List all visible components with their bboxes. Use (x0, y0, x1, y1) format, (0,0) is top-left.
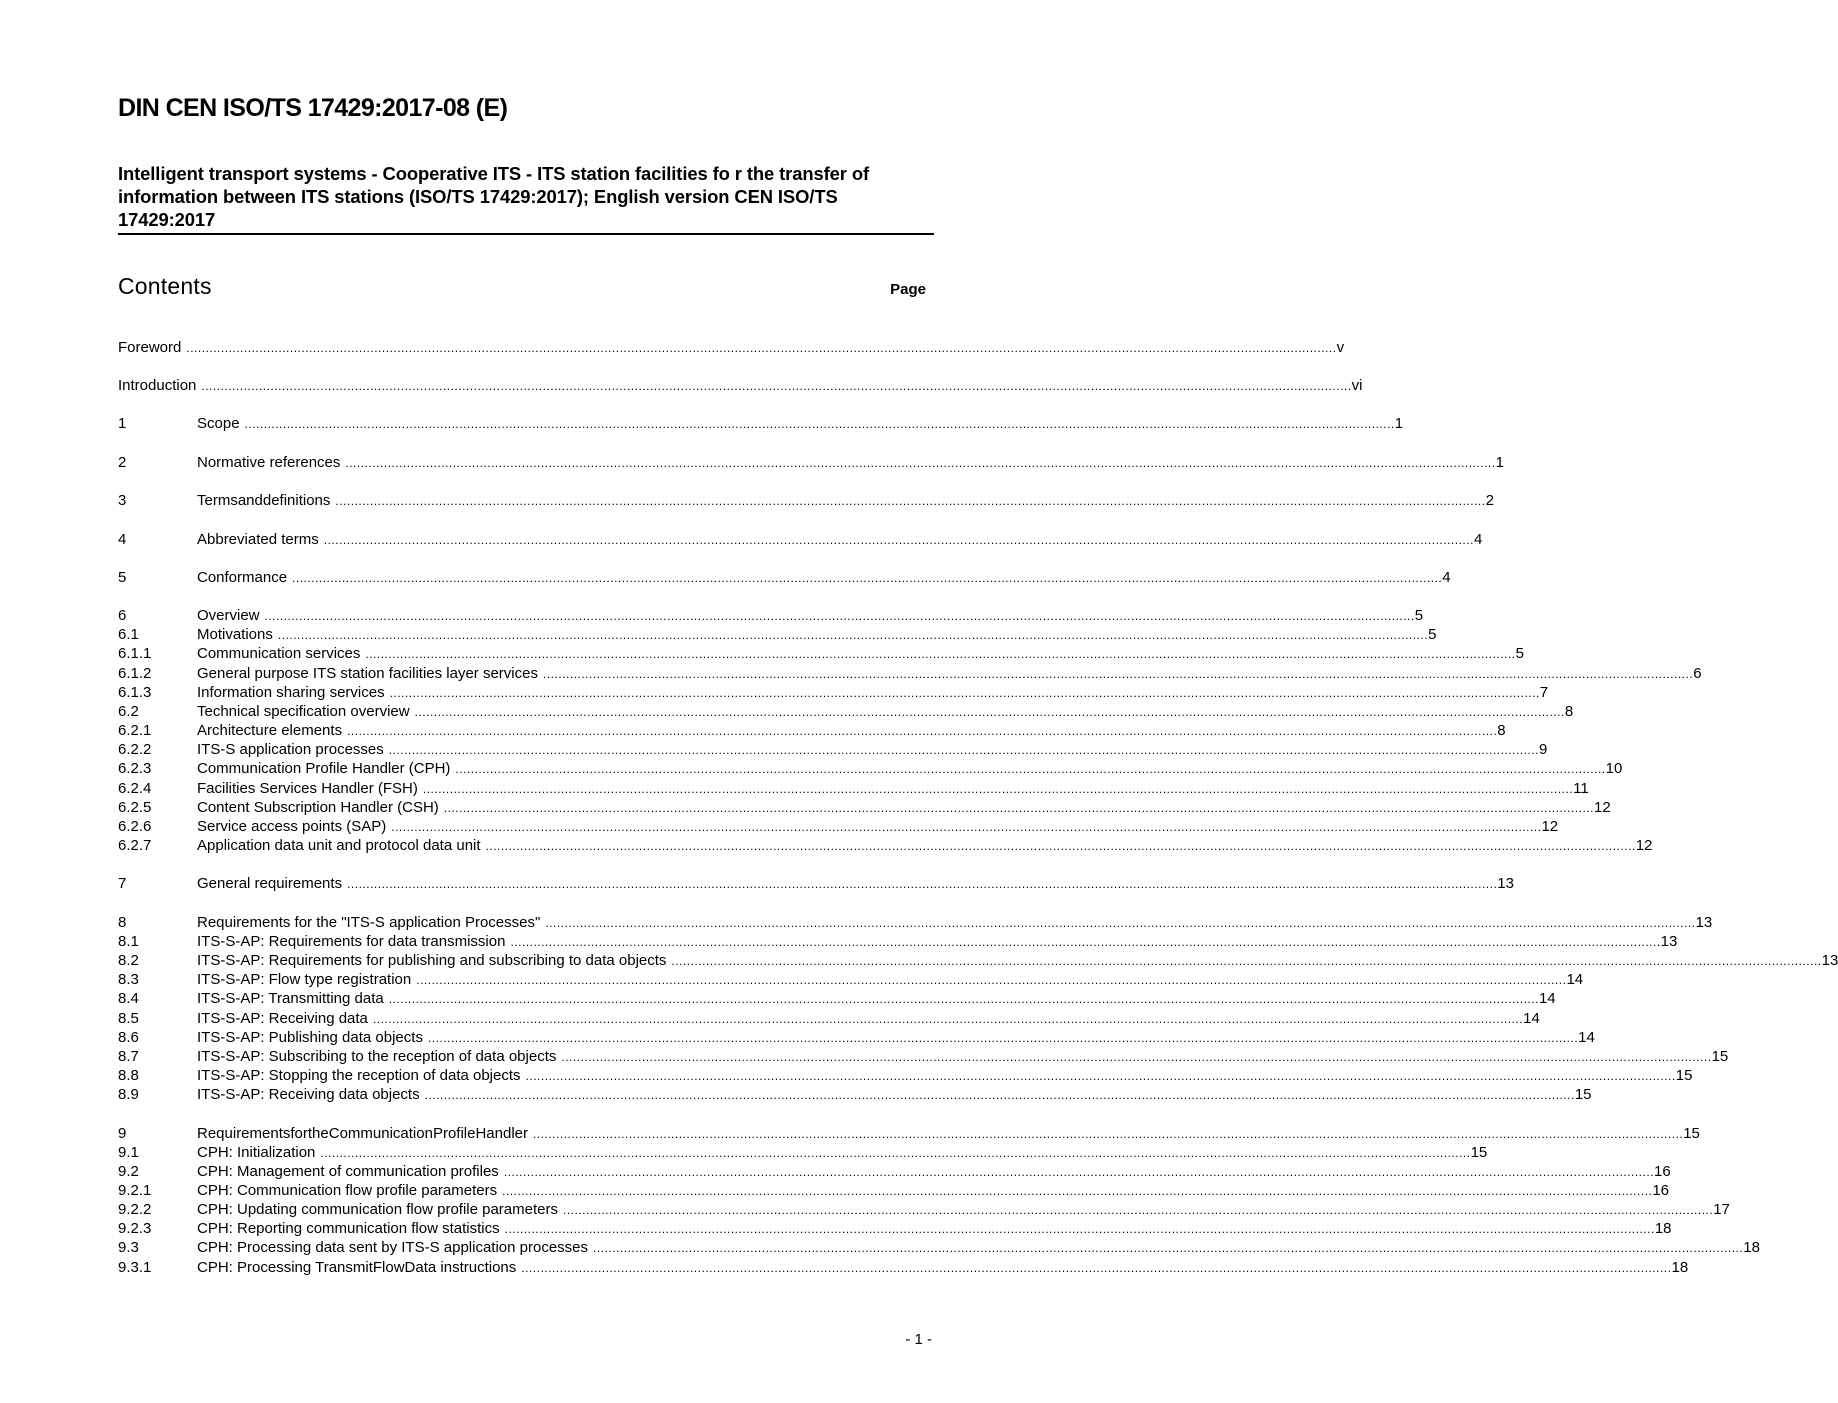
toc-page-number: 13 (1497, 875, 1514, 892)
toc-number: 9.1 (118, 1144, 139, 1161)
toc-entry[interactable] (118, 644, 1524, 664)
dot-leader: ............................................................................................................................................................................................................................................................................................................ (561, 1050, 1712, 1064)
toc-title: Service access points (SAP) (197, 818, 387, 835)
dot-leader: ............................................................................................................................................................................................................................................................................................................ (455, 762, 1606, 776)
toc-page-number: 12 (1541, 818, 1559, 835)
toc-title: General purpose ITS station facilities layer services (197, 665, 538, 682)
title-divider (118, 233, 934, 235)
toc-entry[interactable] (118, 1009, 1540, 1029)
toc-entry[interactable] (118, 913, 1713, 933)
toc-title: Information sharing services (197, 684, 385, 701)
toc-entry[interactable] (118, 721, 1506, 741)
toc-title: ITS-S-AP: Transmitting data (197, 990, 384, 1007)
toc-entry[interactable] (118, 817, 1559, 837)
toc-number: 9 (118, 1125, 127, 1142)
toc-number: 9.3.1 (118, 1259, 152, 1276)
toc-number: 1 (118, 415, 127, 432)
toc-number: 6.1.3 (118, 684, 152, 701)
dot-leader: ............................................................................................................................................................................................................................................................................................................ (521, 1261, 1672, 1275)
toc-entry[interactable] (118, 664, 1702, 684)
toc-number: 2 (118, 454, 127, 471)
toc-title: Requirements for the "ITS-S application Processes" (197, 914, 541, 931)
toc-entry[interactable] (118, 1028, 1595, 1048)
toc-entry[interactable] (118, 1066, 1693, 1086)
dot-leader: ............................................................................................................................................................................................................................................................................................................ (485, 839, 1636, 853)
toc-number: 3 (118, 492, 127, 509)
dot-leader: ............................................................................................................................................................................................................................................................................................................ (391, 820, 1542, 834)
toc-title: Overview (197, 607, 260, 624)
toc-entry[interactable] (118, 1162, 1671, 1182)
toc-page-number: 13 (1695, 914, 1713, 931)
toc-entry[interactable] (118, 491, 1494, 511)
toc-entry[interactable] (118, 1200, 1730, 1220)
toc-page-number: 15 (1711, 1048, 1729, 1065)
toc-entry[interactable] (118, 779, 1589, 799)
toc-title: Facilities Services Handler (FSH) (197, 780, 418, 797)
toc-title: Technical specification overview (197, 703, 410, 720)
toc-number: 8.9 (118, 1086, 139, 1103)
toc-entry[interactable] (118, 683, 1549, 703)
toc-entry[interactable] (118, 414, 1404, 434)
dot-leader: ............................................................................................................................................................................................................................................................................................................ (244, 417, 1395, 431)
dot-leader: ............................................................................................................................................................................................................................................................................................................ (264, 609, 1415, 623)
toc-title: ITS-S-AP: Flow type registration (197, 971, 412, 988)
toc-title: CPH: Initialization (197, 1144, 316, 1161)
toc-title: CPH: Reporting communication flow statistics (197, 1220, 500, 1237)
dot-leader: ............................................................................................................................................................................................................................................................................................................ (533, 1127, 1684, 1141)
toc-entry[interactable] (118, 932, 1678, 952)
toc-number: 6.2.1 (118, 722, 152, 739)
toc-number: 6.2.7 (118, 837, 152, 854)
toc-title: CPH: Communication flow profile parameters (197, 1182, 498, 1199)
toc-entry[interactable] (118, 376, 1363, 396)
toc-number: 6.2.4 (118, 780, 152, 797)
toc-title: ITS-S-AP: Requirements for publishing and subscribing to data objects (197, 952, 667, 969)
toc-entry[interactable] (118, 1143, 1488, 1163)
toc-page-number: v (1336, 339, 1345, 356)
dot-leader: ............................................................................................................................................................................................................................................................................................................ (372, 1012, 1524, 1026)
toc-number: 6.2.5 (118, 799, 152, 816)
toc-number: 6.2.2 (118, 741, 152, 758)
toc-title: Communication Profile Handler (CPH) (197, 760, 451, 777)
dot-leader: ............................................................................................................................................................................................................................................................................................................ (388, 992, 1539, 1006)
dot-leader: ............................................................................................................................................................................................................................................................................................................ (365, 647, 1516, 661)
dot-leader: ............................................................................................................................................................................................................................................................................................................ (542, 667, 1694, 681)
toc-page-number: 14 (1578, 1029, 1595, 1046)
toc-entry[interactable] (118, 1124, 1700, 1144)
dot-leader: ............................................................................................................................................................................................................................................................................................................ (563, 1203, 1714, 1217)
toc-entry[interactable] (118, 530, 1483, 550)
toc-page-number: vi (1351, 377, 1363, 394)
toc-page-number: 13 (1660, 933, 1678, 950)
dot-leader: ............................................................................................................................................................................................................................................................................................................ (502, 1184, 1653, 1198)
toc-page-number: 4 (1473, 531, 1483, 548)
dot-leader: ............................................................................................................................................................................................................................................................................................................ (545, 916, 1696, 930)
toc-number: 5 (118, 569, 127, 586)
toc-entry[interactable] (118, 338, 1345, 358)
toc-title: ITS-S-AP: Requirements for data transmission (197, 933, 506, 950)
dot-leader: ............................................................................................................................................................................................................................................................................................................ (320, 1146, 1471, 1160)
toc-number: 9.2.1 (118, 1182, 152, 1199)
dot-leader: ............................................................................................................................................................................................................................................................................................................ (424, 1088, 1575, 1102)
toc-page-number: 10 (1605, 760, 1623, 777)
toc-number: 6.1.1 (118, 645, 152, 662)
toc-number: 7 (118, 875, 127, 892)
toc-page-number: 1 (1495, 454, 1504, 471)
toc-entry[interactable] (118, 453, 1504, 473)
toc-number: 8.7 (118, 1048, 139, 1065)
dot-leader: ............................................................................................................................................................................................................................................................................................................ (510, 935, 1661, 949)
toc-entry[interactable] (118, 1238, 1760, 1258)
toc-entry[interactable] (118, 1219, 1672, 1239)
dot-leader: ............................................................................................................................................................................................................................................................................................................ (335, 494, 1486, 508)
toc-title: CPH: Processing TransmitFlowData instructions (197, 1259, 517, 1276)
toc-page-number: 18 (1743, 1239, 1760, 1256)
dot-leader: ............................................................................................................................................................................................................................................................................................................ (671, 954, 1822, 968)
toc-entry[interactable] (118, 1258, 1689, 1278)
toc-page-number: 4 (1442, 569, 1451, 586)
toc-number: 6 (118, 607, 127, 624)
toc-title: Application data unit and protocol data unit (197, 837, 481, 854)
toc-page-number: 18 (1671, 1259, 1689, 1276)
toc-page-number: 16 (1654, 1163, 1671, 1180)
toc-number: 8.4 (118, 990, 139, 1007)
toc-title: ITS-S-AP: Publishing data objects (197, 1029, 423, 1046)
toc-number: 9.2.2 (118, 1201, 152, 1218)
toc-title: Foreword (118, 339, 182, 356)
toc-entry[interactable] (118, 798, 1611, 818)
dot-leader: ............................................................................................................................................................................................................................................................................................................ (292, 571, 1443, 585)
toc-number: 8.5 (118, 1010, 139, 1027)
toc-number: 6.2.3 (118, 760, 152, 777)
dot-leader: ............................................................................................................................................................................................................................................................................................................ (389, 686, 1540, 700)
toc-title: CPH: Processing data sent by ITS-S application processes (197, 1239, 589, 1256)
toc-title: CPH: Updating communication flow profile parameters (197, 1201, 558, 1218)
toc-page-number: 14 (1538, 990, 1556, 1007)
toc-title: Abbreviated terms (197, 531, 319, 548)
toc-page-number: 18 (1654, 1220, 1672, 1237)
toc-number: 4 (118, 531, 127, 548)
dot-leader: ............................................................................................................................................................................................................................................................................................................ (525, 1069, 1676, 1083)
dot-leader: ............................................................................................................................................................................................................................................................................................................ (593, 1241, 1744, 1255)
toc-entry[interactable] (118, 989, 1556, 1009)
dot-leader: ............................................................................................................................................................................................................................................................................................................ (277, 628, 1429, 642)
dot-leader: ............................................................................................................................................................................................................................................................................................................ (186, 341, 1337, 355)
toc-page-number: 9 (1538, 741, 1548, 758)
dot-leader: ............................................................................................................................................................................................................................................................................................................ (388, 743, 1539, 757)
document-title: DIN CEN ISO/TS 17429:2017-08 (E) (118, 94, 508, 122)
toc-title: RequirementsfortheCommunicationProfileHandler (197, 1125, 528, 1142)
toc-number: 9.2.3 (118, 1220, 152, 1237)
dot-leader: ............................................................................................................................................................................................................................................................................................................ (414, 705, 1565, 719)
toc-number: 8.1 (118, 933, 139, 950)
toc-page-number: 2 (1485, 492, 1494, 509)
toc-title: General requirements (197, 875, 343, 892)
toc-page-number: 12 (1635, 837, 1653, 854)
toc-entry[interactable] (118, 625, 1437, 645)
toc-number: 6.2.6 (118, 818, 152, 835)
toc-page-number: 15 (1683, 1125, 1700, 1142)
dot-leader: ............................................................................................................................................................................................................................................................................................................ (345, 456, 1496, 470)
dot-leader: ............................................................................................................................................................................................................................................................................................................ (427, 1031, 1579, 1045)
toc-page-number: 14 (1523, 1010, 1540, 1027)
toc-title: ITS-S-AP: Subscribing to the reception of data objects (197, 1048, 557, 1065)
toc-entry[interactable] (118, 1181, 1670, 1201)
toc-entry[interactable] (118, 759, 1623, 779)
toc-entry[interactable] (118, 606, 1424, 626)
dot-leader: ............................................................................................................................................................................................................................................................................................................ (503, 1165, 1655, 1179)
toc-title: Communication services (197, 645, 361, 662)
toc-page-number: 5 (1515, 645, 1524, 662)
toc-entry[interactable] (118, 740, 1548, 760)
toc-entry[interactable] (118, 970, 1584, 990)
toc-title: Scope (197, 415, 240, 432)
toc-page-number: 1 (1394, 415, 1404, 432)
toc-entry[interactable] (118, 874, 1514, 894)
toc-page-number: 15 (1470, 1144, 1488, 1161)
toc-page-number: 15 (1574, 1086, 1592, 1103)
contents-heading: Contents (118, 273, 212, 299)
toc-number: 8.6 (118, 1029, 139, 1046)
toc-number: 8.8 (118, 1067, 139, 1084)
toc-title: ITS-S-AP: Receiving data (197, 1010, 368, 1027)
toc-page-number: 12 (1593, 799, 1611, 816)
toc-page-number: 15 (1675, 1067, 1693, 1084)
toc-title: Conformance (197, 569, 288, 586)
dot-leader: ............................................................................................................................................................................................................................................................................................................ (201, 379, 1352, 393)
toc-title: ITS-S-AP: Stopping the reception of data objects (197, 1067, 521, 1084)
toc-title: Termsanddefinitions (197, 492, 331, 509)
toc-entry[interactable] (118, 1047, 1729, 1067)
page-number-footer: - 1 - (905, 1331, 932, 1348)
toc-title: Introduction (118, 377, 197, 394)
toc-title: CPH: Management of communication profiles (197, 1163, 499, 1180)
toc-title: ITS-S-AP: Receiving data objects (197, 1086, 420, 1103)
toc-entry[interactable] (118, 568, 1451, 588)
toc-page-number: 5 (1428, 626, 1437, 643)
dot-leader: ............................................................................................................................................................................................................................................................................................................ (443, 801, 1594, 815)
toc-number: 6.1.2 (118, 665, 152, 682)
toc-entry[interactable] (118, 702, 1574, 722)
toc-entry[interactable] (118, 951, 1838, 971)
toc-page-number: 8 (1564, 703, 1574, 720)
dot-leader: ............................................................................................................................................................................................................................................................................................................ (504, 1222, 1655, 1236)
document-subtitle: Intelligent transport systems - Cooperative ITS - ITS station facilities fo r the transfer of information between ITS stations (ISO/TS 17429:2017); English version CEN ISO/TS 17429:2017 (118, 163, 869, 230)
toc-page-number: 5 (1414, 607, 1424, 624)
toc-title: Content Subscription Handler (CSH) (197, 799, 439, 816)
dot-leader: ............................................................................................................................................................................................................................................................................................................ (323, 533, 1474, 547)
toc-number: 9.3 (118, 1239, 139, 1256)
toc-number: 6.1 (118, 626, 139, 643)
toc-page-number: 16 (1652, 1182, 1670, 1199)
toc-page-number: 13 (1821, 952, 1838, 969)
toc-number: 8 (118, 914, 127, 931)
toc-title: Motivations (197, 626, 273, 643)
dot-leader: ............................................................................................................................................................................................................................................................................................................ (416, 973, 1567, 987)
toc-page-number: 8 (1497, 722, 1506, 739)
toc-number: 6.2 (118, 703, 139, 720)
toc-page-number: 7 (1539, 684, 1549, 701)
toc-number: 9.2 (118, 1163, 139, 1180)
toc-entry[interactable] (118, 836, 1653, 856)
toc-title: Architecture elements (197, 722, 343, 739)
toc-page-number: 14 (1566, 971, 1584, 988)
toc-page-number: 11 (1573, 780, 1589, 797)
toc-page-number: 17 (1713, 1201, 1730, 1218)
toc-title: Normative references (197, 454, 341, 471)
page-column-label: Page (890, 281, 926, 298)
toc-number: 8.2 (118, 952, 139, 969)
toc-title: ITS-S application processes (197, 741, 384, 758)
toc-entry[interactable] (118, 1085, 1592, 1105)
toc-number: 8.3 (118, 971, 139, 988)
toc-page-number: 6 (1693, 665, 1702, 682)
dot-leader: ............................................................................................................................................................................................................................................................................................................ (347, 724, 1498, 738)
dot-leader: ............................................................................................................................................................................................................................................................................................................ (347, 877, 1498, 891)
dot-leader: ............................................................................................................................................................................................................................................................................................................ (422, 782, 1574, 796)
